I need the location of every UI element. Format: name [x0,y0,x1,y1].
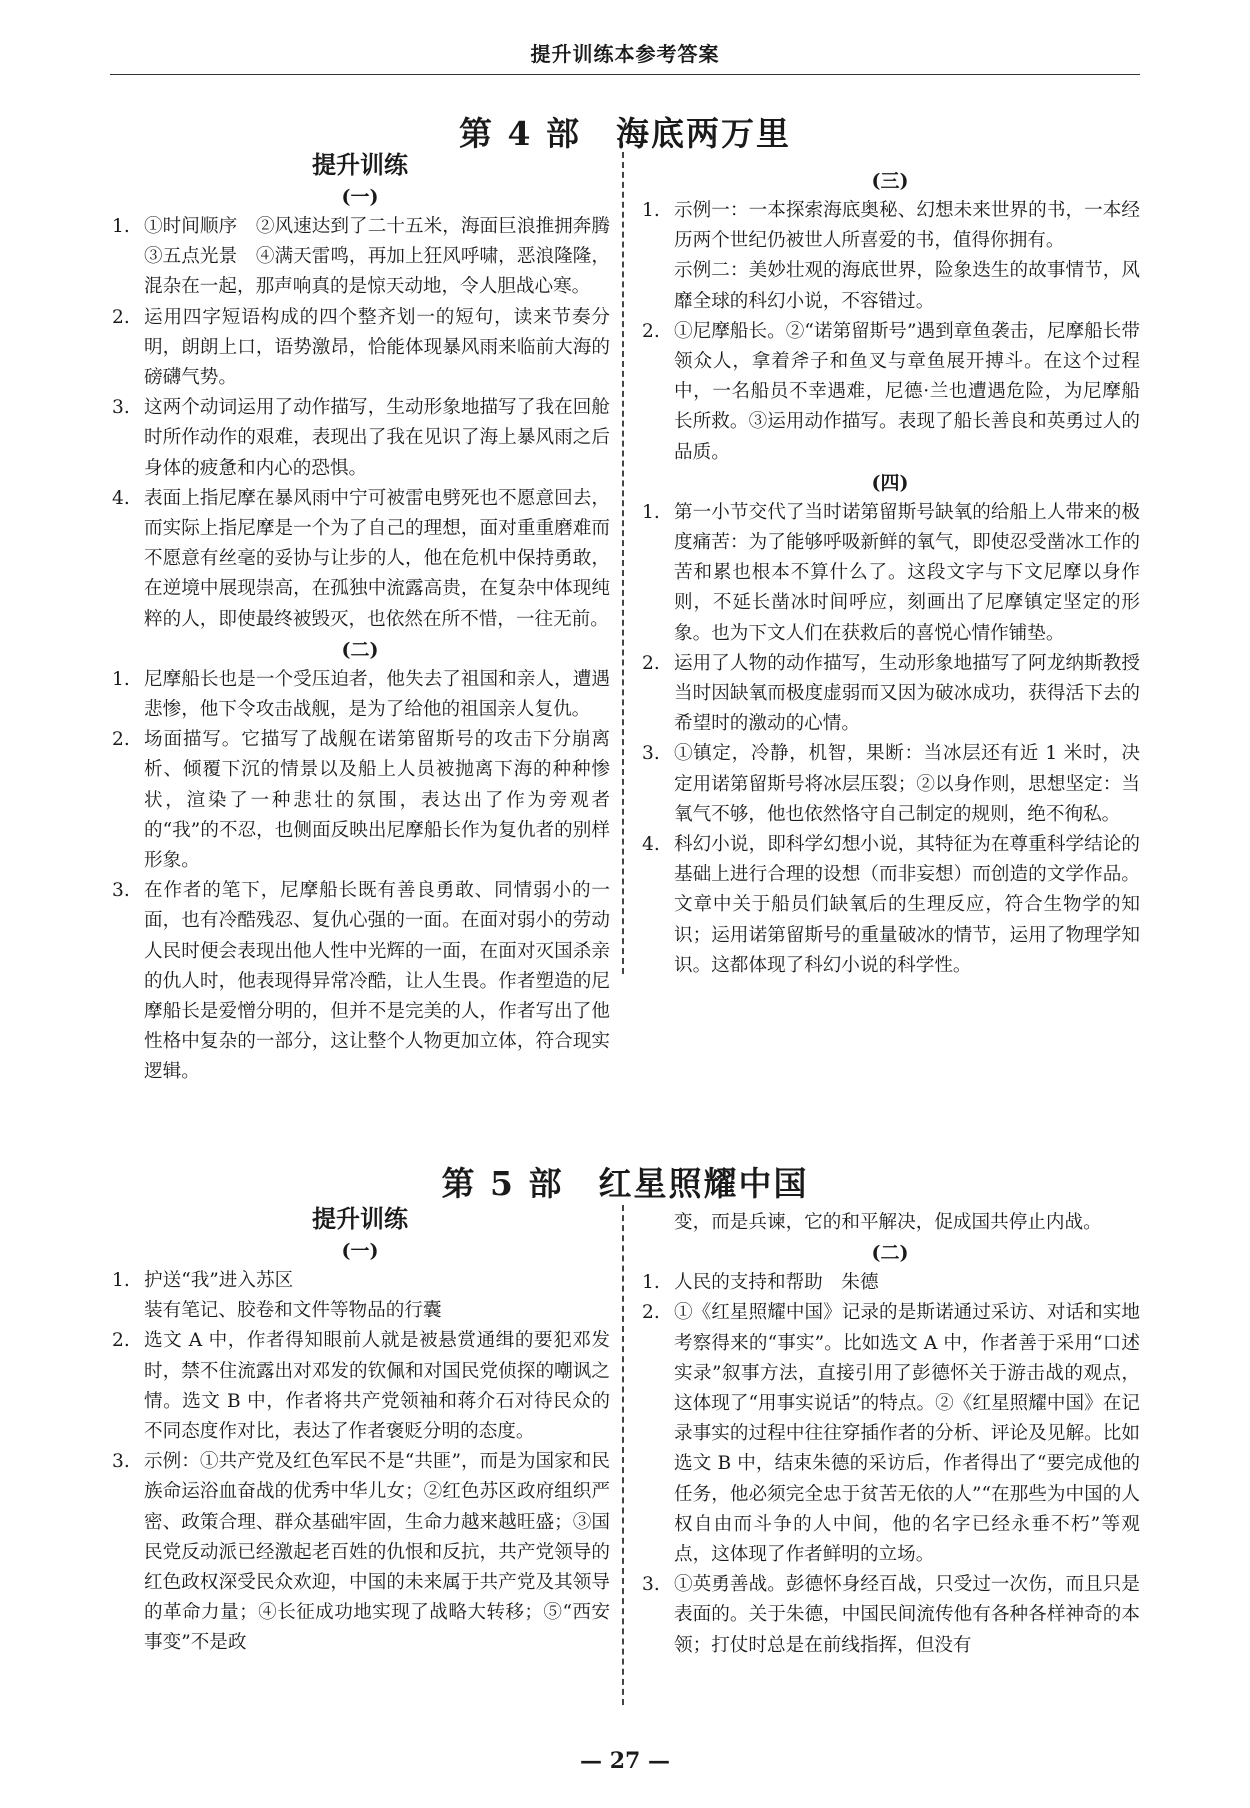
list-item [110,725,610,876]
item-text: ①英勇善战。彭德怀身经百战，只受过一次伤，而且只是表面的。关于朱德，中国民间流传他有各种各样神奇的本领；打仗时总是在前线指挥，但没有 [674,1574,1140,1656]
list-item [640,317,1140,468]
item-text: ①镇定，冷静，机智，果断：当冰层还有近 1 米时，决定用诺第留斯号将冰层压裂；②以身作则，思想坚定：当氧气不够，他也依然恪守自己制定的规则，绝不徇私。 [674,743,1140,825]
part-5-left-column [110,1202,610,1659]
item-number: 1. [642,501,660,523]
list-item [640,196,1140,317]
item-number: 4. [642,834,660,856]
item-text: 尼摩船长也是一个受压迫者，他失去了祖国和亲人，遭遇悲惨，他下令攻击战舰，是为了给他的祖国亲人复仇。 [144,668,610,721]
group-label: (一) [341,1240,379,1262]
part-5-title: 第 5 部 红星照耀中国 [441,1164,809,1203]
group-label: (一) [341,186,379,208]
item-text: ①《红星照耀中国》记录的是斯诺通过采访、对话和实地考察得来的“事实”。比如选文 A 中，作者善于采用“口述实录”叙事方法，直接引用了彭德怀关于游击战的观点，这体现了“用事实说话”的特点。②《红星照耀中国》在记录事实的过程中往往穿插作者的分析、评论及见解。比如选文 B 中，结束朱德的采访后，作者得出了“要完成他的任务，他必须完全忠于贫苦无依的人”“在那些为中国的人权自由而斗争的人中间，他的名字已经永垂不朽”等观点，这体现了作者鲜明的立场。 [674,1302,1140,1566]
list-item [110,665,610,725]
item-extra-text: 装有笔记、胶卷和文件等物品的行囊 [144,1300,442,1322]
list-item [110,212,629,303]
item-number: 1. [642,1272,660,1294]
item-text: 示例：①共产党及红色军民不是“共匪”，而是为国家和民族命运浴血奋战的优秀中华儿女；②红色苏区政府组织严密、政策合理、群众基础牢固，生命力越来越旺盛；③国民党反动派已经激起老百姓的仇恨和反抗，共产党领导的红色政权深受民众欢迎，中国的未来属于共产党及其领导的革命力量；④长征成功地实现了战略大转移；⑤“西安事变”不是政 [144,1451,610,1654]
running-header-title: 提升训练本参考答案 [530,42,720,66]
item-text: 护送“我”进入苏区 [144,1270,294,1291]
list-item [640,498,1140,649]
item-number: 4. [112,487,130,509]
item-number: 2. [112,1330,130,1352]
part-4-right-column [640,166,1140,981]
item-text: ①尼摩船长。②“诺第留斯号”遇到章鱼袭击，尼摩船长带领众人，拿着斧子和鱼叉与章鱼展开搏斗。在这个过程中，一名船员不幸遇难，尼德·兰也遭遇危险，为尼摩船长所救。③运用动作描写。表现了船长善良和英勇过人的品质。 [674,320,1140,463]
item-text: 这两个动词运用了动作描写，生动形象地描写了我在回舱时所作动作的艰难，表现出了我在见识了海上暴风雨之后身体的疲惫和内心的恐惧。 [144,397,610,479]
part-4-title: 第 4 部 海底两万里 [459,114,791,153]
item-number: 3. [642,1574,660,1596]
item-number: 1. [112,1270,130,1291]
list-item [640,649,1140,740]
item-number: 2. [112,306,130,328]
list-item [110,303,610,394]
item-text: 选文 A 中，作者得知眼前人就是被悬赏通缉的要犯邓发时，禁不住流露出对邓发的钦佩和对国民党侦探的嘲讽之情。选文 B 中，作者将共产党领袖和蒋介石对待民众的不同态度作对比，表达了作者褒贬分明的态度。 [144,1330,610,1443]
item-number: 1. [642,200,660,221]
item-number: 3. [112,397,130,419]
list-item [640,830,1140,981]
item-number: 2. [642,320,660,342]
column-divider [622,1205,624,1705]
section-heading: 提升训练 [312,1205,408,1233]
list-item [640,739,1140,830]
item-text: 科幻小说，即科学幻想小说，其特征为在尊重科学结论的基础上进行合理的设想（而非妄想）而创造的文学作品。文章中关于船员们缺氧后的生理反应，符合生物学的知识；运用诺第留斯号的重量破冰的情节，运用了物理学知识。这都体现了科幻小说的科学性。 [674,834,1140,976]
item-text: 人民的支持和帮助 朱德 [674,1272,879,1294]
item-number: 1. [112,216,130,237]
item-number: 2. [112,729,130,751]
list-item [110,1326,610,1447]
list-item [640,1570,1140,1661]
group-label: (四) [871,471,909,494]
part-5-right-column [640,1208,1140,1661]
header-rule [110,74,1140,75]
item-text: 示例一：一本探索海底奥秘、幻想未来世界的书，一本经历两个世纪仍被世人所喜爱的书，值得你拥有。 [674,200,1140,252]
group-label: (三) [871,170,909,192]
group-label: (二) [341,638,379,661]
item-text: 运用了人物的动作描写，生动形象地描写了阿龙纳斯教授当时因缺氧而极度虚弱而又因为破冰成功，获得活下去的希望时的激动的心情。 [674,652,1140,735]
page-number: — 27 — [580,1748,670,1774]
item-extra-text: 示例二：美妙壮观的海底世界，险象迭生的故事情节，风靡全球的科幻小说，不容错过。 [674,260,1140,312]
list-item [110,1447,610,1658]
item-number: 2. [642,652,660,674]
item-number: 2. [642,1302,660,1324]
list-item [110,1266,610,1326]
item-number: 3. [642,743,660,765]
item-number: 3. [112,880,130,902]
part-4-left-column [110,148,629,1088]
item-number: 1. [112,668,130,690]
list-item [110,876,610,1087]
item-text: 运用四字短语构成的四个整齐划一的短句，读来节奏分明，朗朗上口，语势激昂，恰能体现暴风雨来临前大海的磅礴气势。 [144,306,610,389]
list-item [110,393,610,484]
item-number: 3. [112,1451,130,1473]
list-item [110,484,610,635]
column-divider [622,152,624,974]
group-label: (二) [871,1242,909,1265]
list-item [640,1268,1140,1298]
continued-text: 变，而是兵谏，它的和平解决，促成国共停止内战。 [674,1212,1102,1233]
list-item [640,1298,1140,1570]
item-text: ①时间顺序 ②风速达到了二十五米，海面巨浪推拥奔腾 ③五点光景 ④满天雷鸣，再加上狂风呼啸，恶浪隆隆，混杂在一起，那声响真的是惊天动地，令人胆战心寒。 [144,216,629,298]
item-text: 场面描写。它描写了战舰在诺第留斯号的攻击下分崩离析、倾覆下沉的情景以及船上人员被抛离下海的种种惨状，渲染了一种悲壮的氛围，表达出了作为旁观者的“我”的不忍，也侧面反映出尼摩船长作为复仇者的别样形象。 [144,729,610,872]
item-text: 在作者的笔下，尼摩船长既有善良勇敢、同情弱小的一面，也有冷酷残忍、复仇心强的一面。在面对弱小的劳动人民时便会表现出他人性中光辉的一面，在面对灭国杀亲的仇人时，他表现得异常冷酷，让人生畏。作者塑造的尼摩船长是爱憎分明的，但并不是完美的人，作者写出了他性格中复杂的一部分，这让整个人物更加立体，符合现实逻辑。 [144,880,610,1083]
section-heading: 提升训练 [312,151,408,179]
item-text: 表面上指尼摩在暴风雨中宁可被雷电劈死也不愿意回去，而实际上指尼摩是一个为了自己的理想，面对重重磨难而不愿意有丝毫的妥协与让步的人，他在危机中保持勇敢，在逆境中展现崇高，在孤独中流露高贵，在复杂中体现纯粹的人，即使最终被毁灭，也依然在所不惜，一往无前。 [144,487,610,630]
item-text: 第一小节交代了当时诺第留斯号缺氧的给船上人带来的极度痛苦：为了能够呼吸新鲜的氧气，即使忍受凿冰工作的苦和累也根本不算什么了。这段文字与下文尼摩以身作则，不延长凿冰时间呼应，刻画出了尼摩镇定坚定的形象。也为下文人们在获救后的喜悦心情作铺垫。 [674,501,1140,644]
